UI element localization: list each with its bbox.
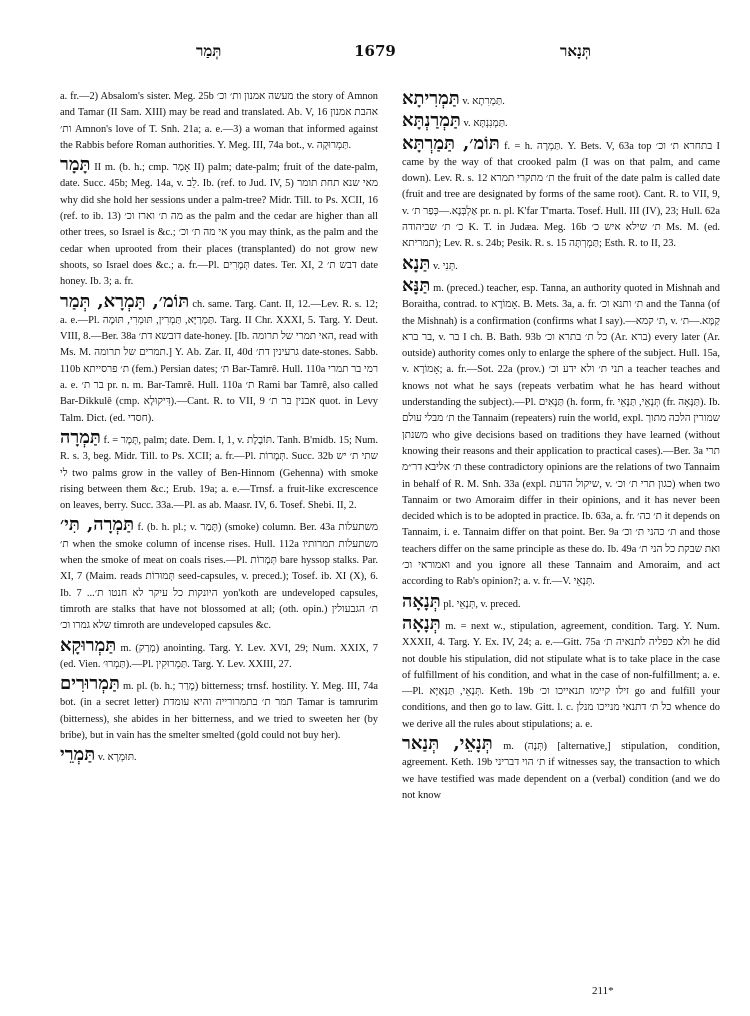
headword: תְּנָאָה <box>402 590 441 612</box>
headword: תַּמְרִיתָא <box>402 89 460 109</box>
headword: תּוֹמ׳, תַּמְרָא, תְּמַר <box>60 290 190 312</box>
dictionary-entry <box>60 745 378 766</box>
headword: תַּמְרַנְתָּא <box>402 110 461 132</box>
running-head-left: תְּמַר <box>196 42 222 60</box>
dictionary-entry <box>60 428 378 514</box>
page-number: 1679 <box>354 42 396 60</box>
dictionary-entry <box>402 89 720 110</box>
dictionary-entry <box>60 515 378 634</box>
entry-text: f. = h. תַּמְרָה. Y. Bets. V, 63a top בתחרא ת׳ וכ׳ I came by the way of that crooked palm (I was on that palm, and came down). Lev. R. s. 12 ת׳ מתקרי תמרא the fruit of the date palm is called date (fruit and tree are designated by forms of the same root). Cant. R. to VII, 9, v. אַלְבְּנָא.—כְּפַר ת׳ pr. n. pl. K'far T'marta. Tosef. Hull. III (IV), 23; Hull. 62a כ׳ ת׳ שביהודה K. T. in Judæa. Meg. 16b ת׳ שילא איש כ׳ Ms. M. (ed. תמריתא); Lev. R. s. 24b; Pesik. R. s. 15 תַּמְרְתָּה; Esth. R. to II, 23. <box>402 140 720 250</box>
entry-text: f. = תָּמָר, palm; date. Dem. I, 1, v. תּוֹבֶלֶת. Tanh. B'midb. 15; Num. R. s. 3, beg. Midr. Till. to Ps. XCII; a. fr.—Pl. תְּמָרוֹת. Succ. 32b שתי ת׳ יש לי two palms grow in the valley of Ben-Hinnom (Gehenna) with smoke rising between them &c.; Erub. 19a; a. e.—Trnsf. a fruit-like excrescence on leaves, berry. Succ. 33a.—Pl. as ab. Maasr. IV, 6. Tosef. Shebi. II, 2. <box>60 434 378 512</box>
right-column <box>402 89 720 979</box>
left-column <box>60 89 378 989</box>
dictionary-entry <box>60 155 378 290</box>
entry-text: f. (b. h. pl.; v. תָּמַר) (smoke) column. Ber. 43a משתעלות ת׳ when the smoke column of incense rises. Hull. 112a משתעלות תמרותיו when the smoke of meat on coals rises.—Pl. תְּמָרוֹת bare hyssop stalks. Par. XI, 7 (Maim. reads תְּמוּרוֹת seed-capsules, v. preced.); Tosef. ib. XI (X), 6. Ib. 7 ...היונקות כל עיקר לא חנטו ת׳ yon'koth are undeveloped capsules, timroth are stalks that have not blossomed at all; (oth. opin.) ת׳ הגבעולין שלא גמרו וכ׳ timroth are undeveloped capsules &c. <box>60 522 378 632</box>
dictionary-entry <box>402 276 720 591</box>
entry-text: m. (תְּנָה) [alternative,] stipulation, condition, agreement. Keth. 19b ת׳ הוי דבריני if witnesses say, the transaction to which we have testified was made dependent on a (verbal) condition (and we do not know <box>402 740 720 801</box>
dictionary-entry <box>402 111 720 132</box>
headword: תְּנָאָה <box>402 612 441 634</box>
dictionary-entry <box>402 734 720 804</box>
dictionary-entry <box>60 292 378 427</box>
dictionary-entry <box>402 254 720 275</box>
dictionary-entry <box>402 614 720 733</box>
entry-text: m. (מְרַק) anointing. Targ. Y. Lev. XVI, 29; Num. XXIX, 7 (ed. Vien. תַּמְרוּ׳).—Pl. תַּמְרוּקִין. Targ. Y. Lev. XXIII, 27. <box>60 642 378 670</box>
headword: תַּמְרֵי <box>60 744 96 766</box>
signature-mark: 211* <box>592 985 614 997</box>
headword: תְּנָאֵי, תְּנַאר <box>402 732 493 754</box>
headword: תָּמָר <box>60 154 91 176</box>
entry-text: v. תְּנִי. <box>433 260 458 272</box>
dictionary-entry <box>60 636 378 674</box>
entry-text: pl. תְּנָאֵי, v. preced. <box>443 598 521 610</box>
headword: תּוֹמ׳, תַּמַרְתָּא <box>402 132 500 154</box>
headword: תַּמְרָה <box>60 426 101 448</box>
entry-text: v. תַּמְרִתָא. <box>462 96 505 107</box>
dictionary-entry <box>60 674 378 744</box>
dictionary-entry <box>402 134 720 253</box>
entry-text: II m. (b. h.; cmp. אָמַר II) palm; date-palm; fruit of the date-palm, date. Succ. 45b; Meg. 14a, v. לֵב. Ib. (ref. to Jud. IV, 5) מאי שנא תחת תומר why did she hold her sessions under a palm-tree? Midr. Till. to Ps. XCII, 16 (ref. to ib. 13) מה ת׳ וארז וכ׳ as the palm and the cedar are higher than all other trees, so Israel is &c.; אי מה ת׳ וכ׳ you may think, as the palm and the cedar when uprooted from their places (transplanted) do not grow new shoots, so Israel does &c.; a. fr.—Pl. תְּמָרִים dates. Ter. XI, 2 דבש ת׳ date honey. Ib. 3; a. fr. <box>60 162 378 288</box>
headword: תַּנָא <box>402 252 431 274</box>
entry-text: m. (preced.) teacher, esp. Tanna, an authority quoted in Mishnah and Boraitha, contrad. to אָמוֹרָא. B. Mets. 3a, a. fr. ת׳ ותנא וכ׳ and the Tanna (of the Mishnah) is a confirmation (confirms what I say).—ת׳ קמא, v. קַמָּא.—ת׳ בר ברא, v. בר I ch. B. Bath. 93b כל ת׳ בתרא וכ׳ (Ar. ברא) every later (Ar. outside) authority comes only to enlarge the sphere of the subject. Hull. 15a, v. אָמוֹרָא; a. fr.—Sot. 22a (prov.) תני ת׳ ולא ידע וכ׳ a teacher teaches and knows not what he says (repeats verbatim what he has heard without understanding the subject).—Pl. תַּנָּאִים (h. form, fr. תְּנָאֵי, תַּנָּאֵי (fr. תַּנָּאָה). Ib. ת׳ מבלי עולם the Tannaim (repeaters) ruin the world, expl. שמורין הלכה מתוך משנתן who give decisions based on traditions they have learned (without knowing their reasons and their application to practical cases).—Ber. 3a תרי ת׳ אליבא דר״מ these contradictory opinions are the relations of two Tannaim in behalf of R. M. Snh. 33a (expl. שיקול הדעת, v. כגון תרי ת׳ וכ׳) when two Tannaim or two Amoraim differ in their opinions, and it has never been decided which is to be adopted in practice. Ib. 63a, a. fr. ת׳ כה׳ it depends on Tannaim, i. e. Tannaim differ on that point. Ber. 9a ת׳ כהני ת׳ וכ׳ and those teachers differ on the same principle as these do. Ib. 49a ואת שבקת כל הני ת׳ ואמוראי וכ׳ and you ignore all these Tannaim and Amoraim, and act according to Rab's opinion?; a. v. fr.—V. תְּנָאֵי. <box>402 282 720 588</box>
dictionary-entry <box>60 89 378 154</box>
entry-text: v. תּוּמְרָא. <box>97 752 137 764</box>
entry-text: v. תַּמְנִנְתָּא. <box>463 118 508 130</box>
entry-text: m. pl. (b. h.; מָרַר) bitterness; trnsf. hostility. Y. Meg. III, 74a bot. (in a secret letter) תמר ת׳ בתמרורייה והיא עומדת Tamar is tamrurim (bitterness), she abides in her bitterness, and we tried to sweeten her (by bribe), but in vain has the smelter smelted (gold could not buy her). <box>60 681 378 741</box>
entry-text: a. fr.—2) Absalom's sister. Meg. 25b מעשה אמנון ות׳ וכ׳ the story of Amnon and Tamar (II Sam. XIII) may be read and translated. Ab. V, 16 אהבת אמנון ות׳ Amnon's love of T. Snh. 21a; a. e.—3) a woman that informed against the Rabbis before Roman authorities. Y. Meg. III, 74a bot., v. תַּמְרוּקָה. <box>60 91 378 151</box>
entry-text: ch. same. Targ. Cant. II, 12.—Lev. R. s. 12; a. e.—Pl. תַּמְרַיָּא, תַּמְרִין, תּוּמְרִי, תּוּמָה. Targ. II Chr. XXXI, 5. Targ. Y. Deut. VIII, 8.—Ber. 38a דובשא דת׳ date-honey. [Ib. האי תמרי של תרומה, read with Ms. M. תמרים של תרומה.] Y. Ab. Zar. II, 40d גרעינין דת׳ date-stones. Sabb. 110b ת׳ פרסייתא (fem.) Persian dates; ת׳ Bar-Tamrê. Hull. 110a רמי בר תמרי a. e. בר ת׳ pr. n. m. Bar-Tamrê. Hull. 110a ת׳ Rami bar Tamrê, also called Bar-Dikkulê (cmp. דִּיקוּלָא).—Cant. R. to VII, 9 אבנין בר ת׳ quot. in Levy Talm. Dict. (ed. חסדי). <box>60 298 378 424</box>
headword: תַּנָּא <box>402 274 431 296</box>
headword: תַּמְרָה, תִּי׳ <box>60 514 135 536</box>
dictionary-entry <box>402 592 720 613</box>
headword: תַּמְרוּקָא <box>60 634 117 656</box>
headword: תַּמְרוּרִים <box>60 673 120 695</box>
entry-text: m. = next w., stipulation, agreement, condition. Targ. Y. Num. XXXII, 4. Targ. Y. Ex. IV, 24; a. e.—Gitt. 75a ולא כפליה לתנאיה ת׳ he did not double his stipulation, did not stipulate what is to take place in the case of fulfillment of his condition, and what in the case of non-fulfillment; a. e.—Pl. תְּנָאֵי, תַּנָּאַיָּא. Keth. 19b זילו קיימו תנאייכו וכ׳ go and fulfill your conditions, and then go to law. Gitt. l. c. כל ת׳ דתנאי מנייכו מנלן whence do we derive all the rules about stipulations; a. e. <box>402 620 720 730</box>
running-head-right: תְּנָאר <box>560 42 592 60</box>
